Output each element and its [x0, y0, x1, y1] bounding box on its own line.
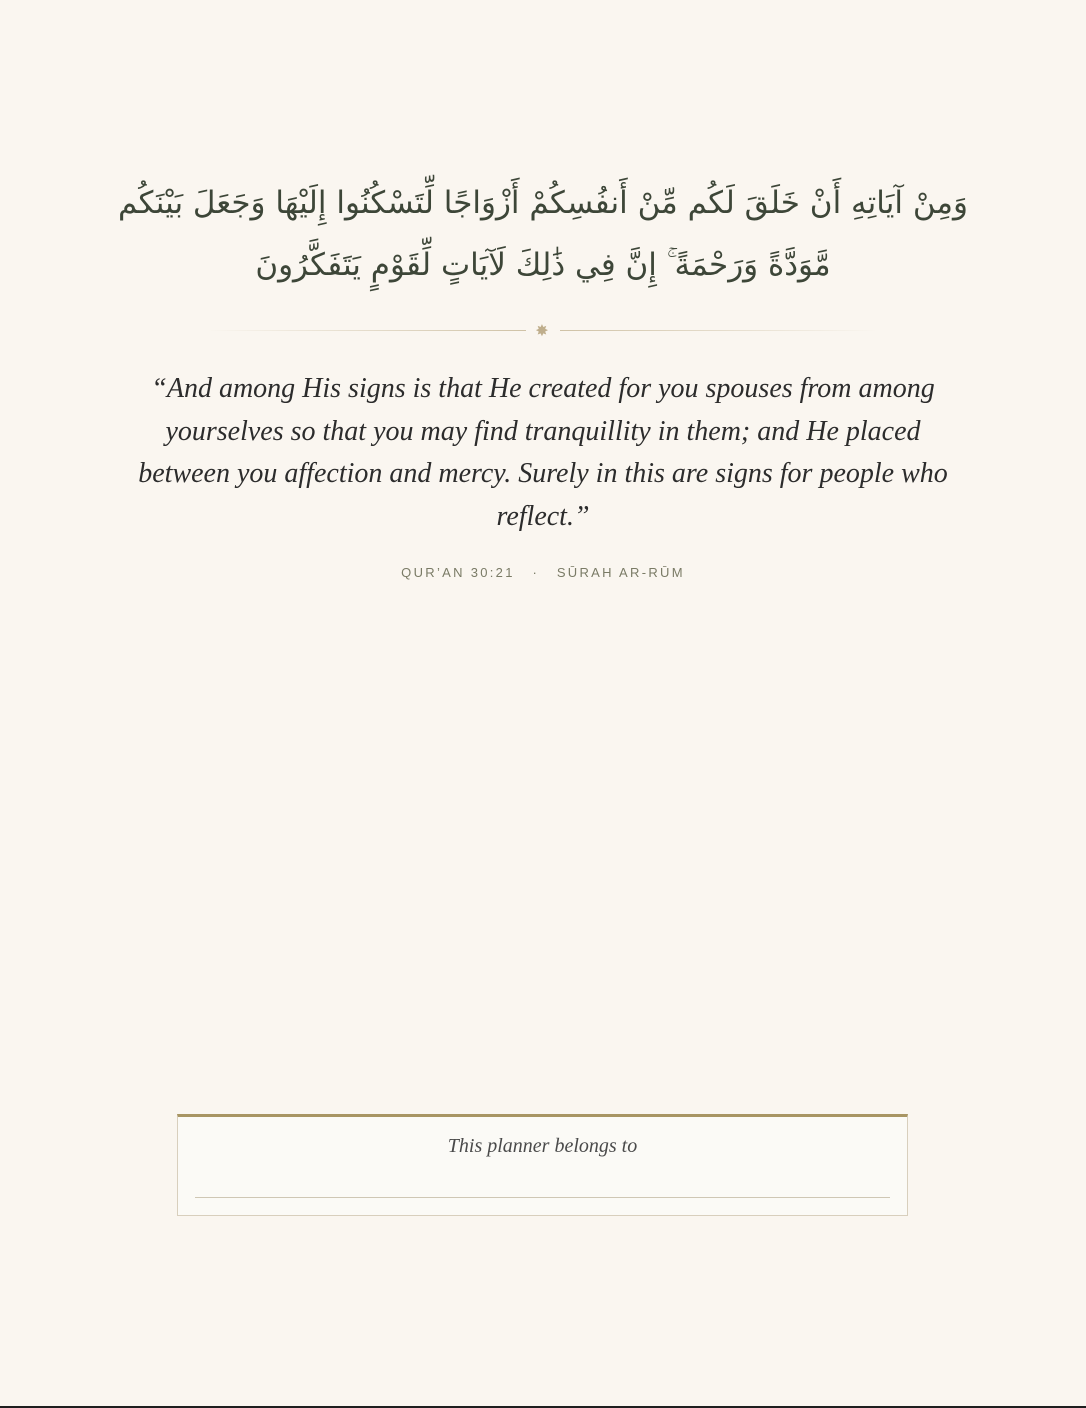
eight-point-star-icon: ✸ [535, 321, 549, 340]
owner-name-line[interactable] [195, 1197, 890, 1198]
verse-translation: “And among His signs is that He created for you spouses from among yourselves so that you may find tranquillity in them; and He placed between you affection and mercy. Surely in this are signs for people who reflect.” [138, 373, 948, 532]
divider-line-left [206, 330, 526, 331]
arabic-verse: وَمِنْ آيَاتِهِ أَنْ خَلَقَ لَكُم مِّنْ أَنفُسِكُمْ أَزْوَاجًا لِّتَسْكُنُوا إِلَيْهَا وَجَعَلَ بَيْنَكُم مَّوَدَّةً وَرَحْمَةً ۚ إِنَّ فِي ذَٰلِكَ لَآيَاتٍ لِّقَوْمٍ يَتَفَكَّرُونَ [117, 185, 969, 283]
owner-box [177, 1114, 908, 1216]
ornamental-divider [206, 321, 878, 341]
verse-reference: QUR’AN 30:21 · SŪRAH AR-RŪM [401, 565, 685, 580]
owner-label: This planner belongs to [447, 1135, 638, 1157]
divider-line-right [560, 330, 878, 331]
